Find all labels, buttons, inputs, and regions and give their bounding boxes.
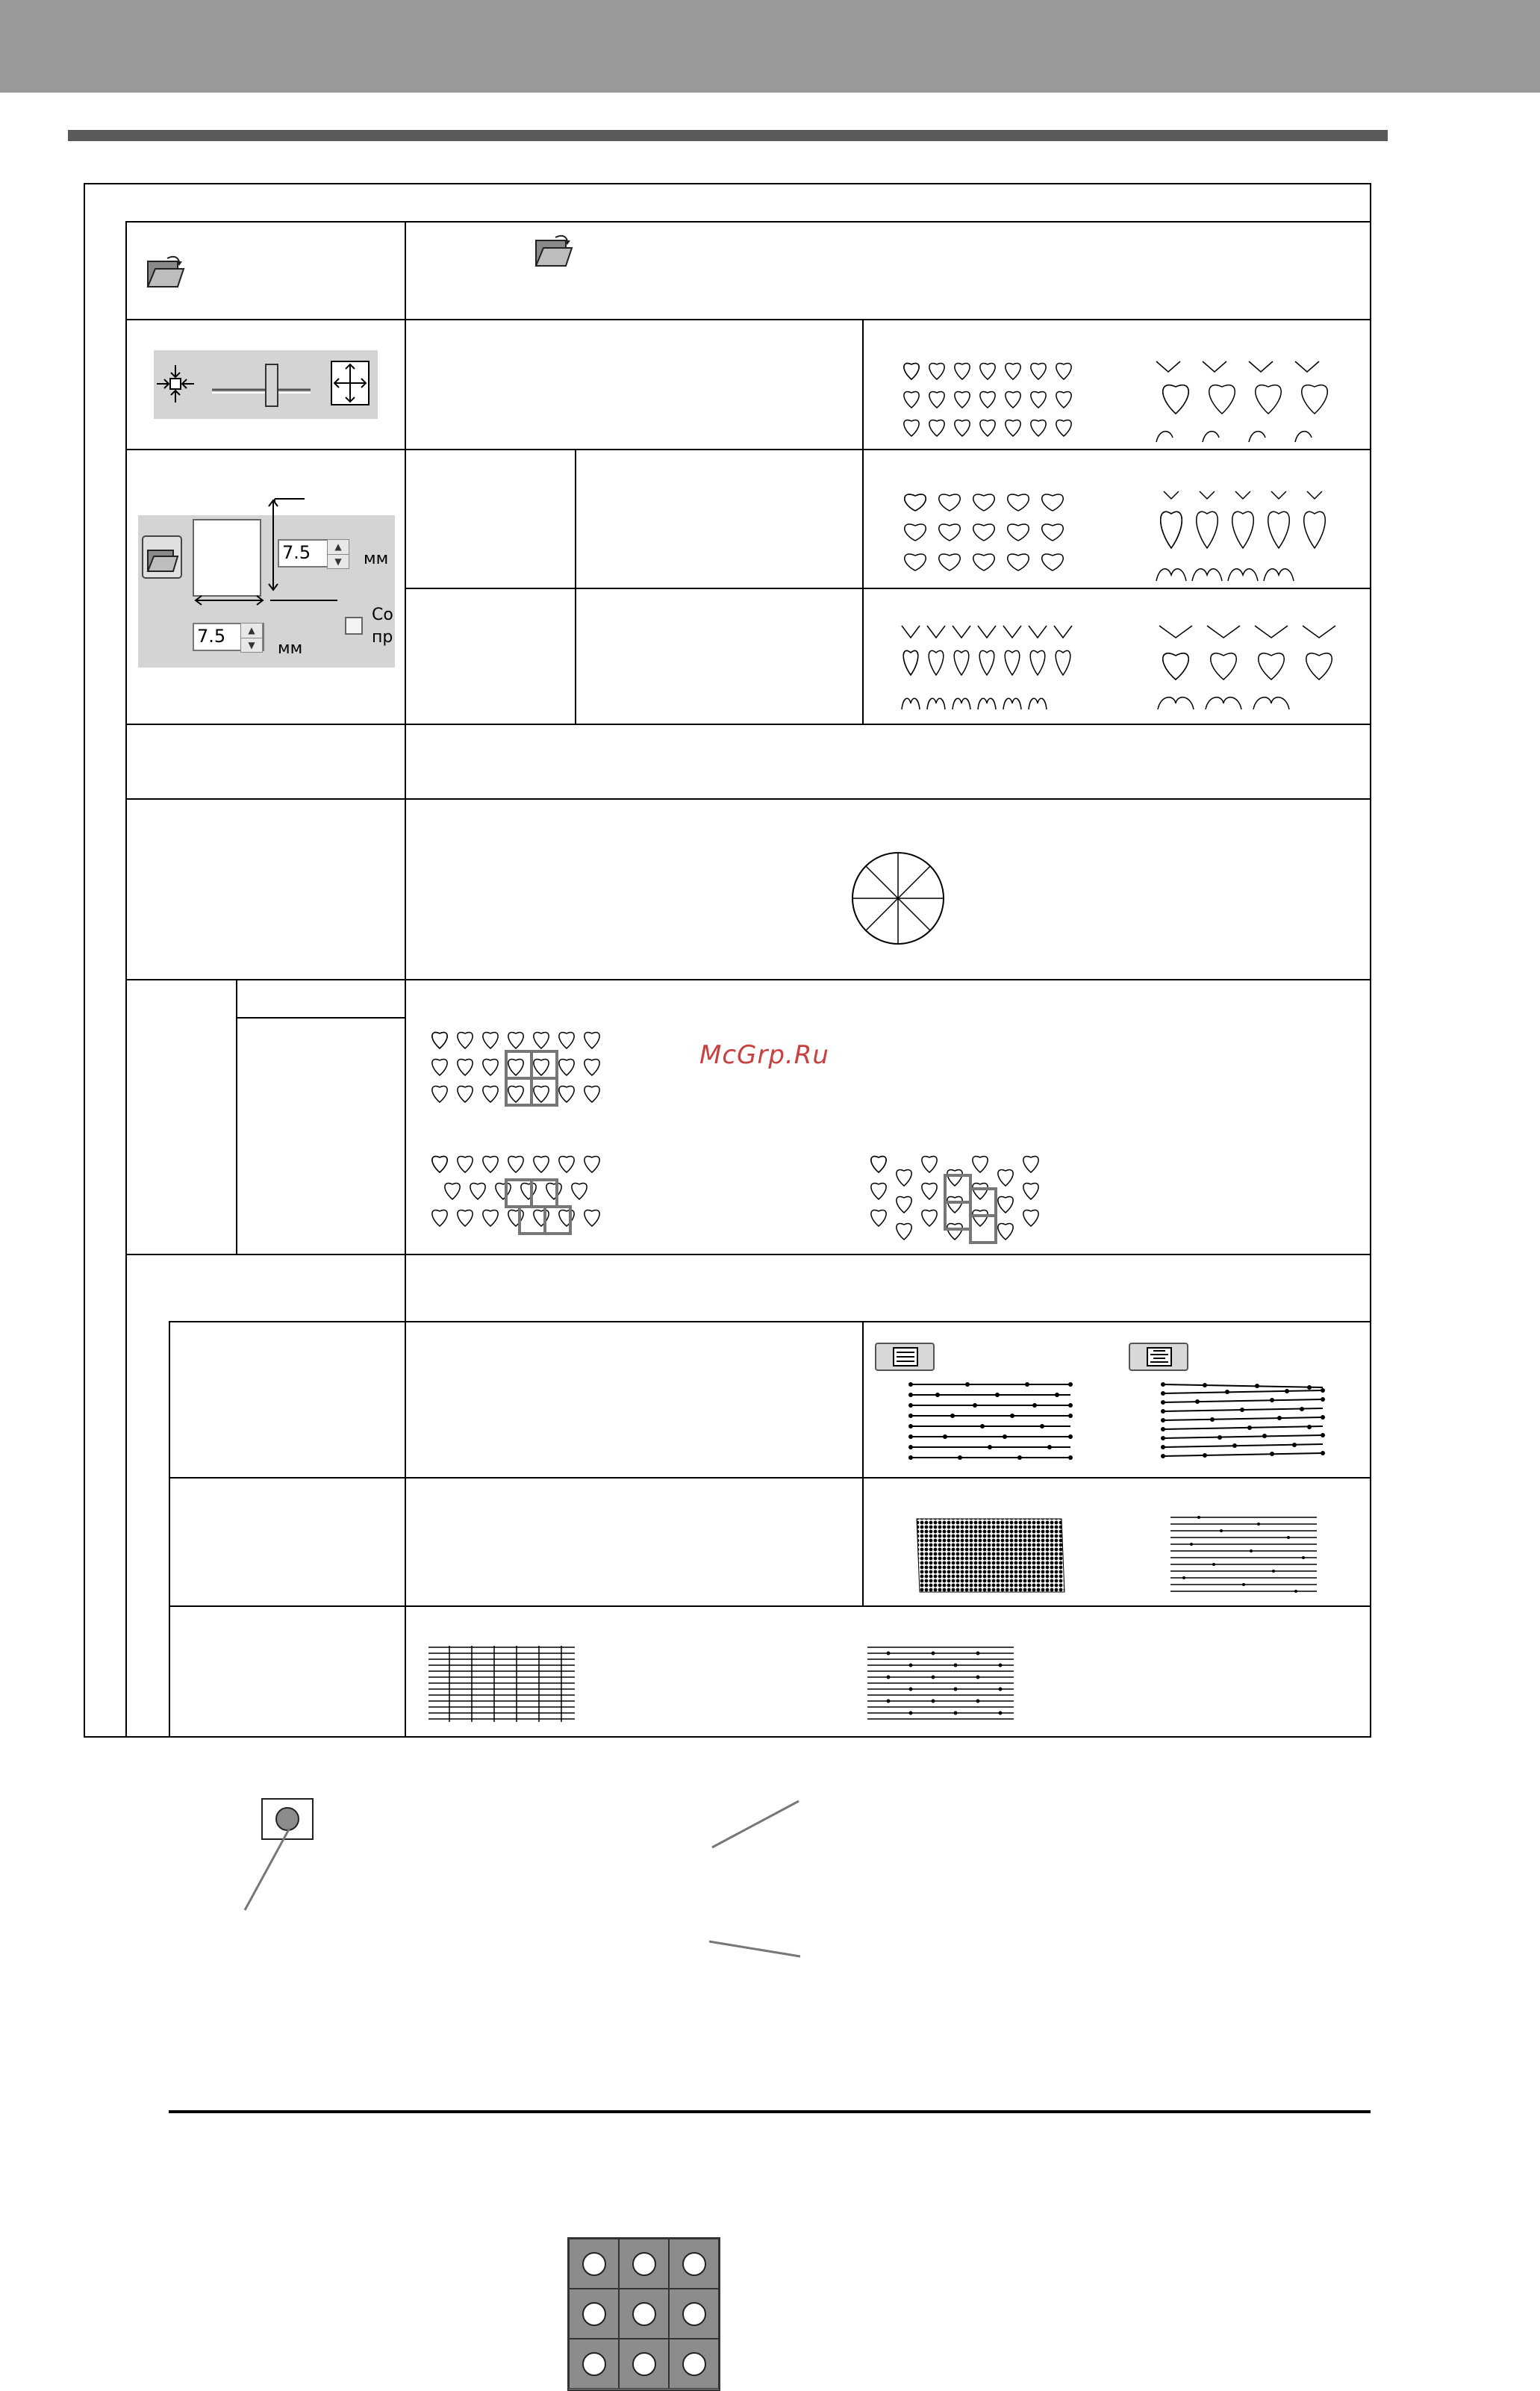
- grid-point[interactable]: [632, 2352, 656, 2376]
- grid-point[interactable]: [682, 2252, 706, 2276]
- open-folder-icon[interactable]: [146, 254, 185, 290]
- heart-pattern-sample-large: [1153, 355, 1335, 444]
- grid-point[interactable]: [632, 2252, 656, 2276]
- pointer-line-left: [242, 1825, 294, 1915]
- align-center-icon: [1147, 1347, 1172, 1366]
- heart-pattern-sample-row3-tall: [1153, 485, 1335, 582]
- grid-point[interactable]: [682, 2302, 706, 2326]
- stitch-grid-sample-dotted: [866, 1644, 1015, 1723]
- grid-point[interactable]: [582, 2352, 606, 2376]
- stitch-lines-straight: [908, 1381, 1073, 1461]
- width-unit: мм: [278, 639, 303, 658]
- header-band: [0, 0, 1540, 93]
- height-unit: мм: [364, 550, 389, 568]
- heart-tiling-offset-row: [427, 1148, 611, 1237]
- proportion-checkbox[interactable]: [345, 617, 363, 635]
- heart-pattern-sample-row3: [899, 485, 1081, 573]
- heart-pattern-sample-row4-wide: [1153, 623, 1335, 711]
- nine-point-selector: [567, 2237, 720, 2391]
- stitch-density-dense: [915, 1516, 1064, 1595]
- footer-rule: [169, 2110, 1371, 2113]
- heart-tiling-straight: [427, 1025, 611, 1108]
- grid-point[interactable]: [582, 2302, 606, 2326]
- stitch-density-sparse: [1169, 1514, 1318, 1596]
- header-rule: [68, 130, 1388, 141]
- heart-pattern-sample-row4: [899, 623, 1081, 711]
- width-spinner[interactable]: ▲ ▼: [240, 623, 263, 653]
- grid-point[interactable]: [582, 2252, 606, 2276]
- grid-point[interactable]: [632, 2302, 656, 2326]
- heart-tiling-offset-column: [866, 1148, 1050, 1247]
- open-folder-icon-inline: [534, 233, 573, 269]
- height-input[interactable]: 7.5: [278, 539, 349, 568]
- divided-circle-icon: [850, 850, 947, 947]
- checkbox-label-line1: Co: [372, 606, 393, 624]
- width-input[interactable]: 7.5: [193, 623, 264, 651]
- heart-pattern-sample: [899, 355, 1081, 444]
- align-left-button[interactable]: [875, 1343, 935, 1371]
- checkbox-label-line2: пр: [372, 628, 393, 647]
- size-slider[interactable]: [211, 361, 312, 409]
- align-left-icon: [893, 1347, 918, 1366]
- stitch-grid-sample: [427, 1644, 576, 1723]
- expand-frame-icon[interactable]: [328, 358, 372, 408]
- shrink-arrows-icon[interactable]: [155, 364, 196, 404]
- grid-point[interactable]: [682, 2352, 706, 2376]
- stitch-lines-staggered: [1160, 1381, 1326, 1461]
- watermark: McGrp.Ru: [699, 1040, 829, 1070]
- pointer-lines-right: [702, 1797, 806, 1964]
- align-center-button[interactable]: [1129, 1343, 1188, 1371]
- height-spinner[interactable]: ▲ ▼: [327, 539, 349, 569]
- open-folder-button[interactable]: [142, 535, 182, 579]
